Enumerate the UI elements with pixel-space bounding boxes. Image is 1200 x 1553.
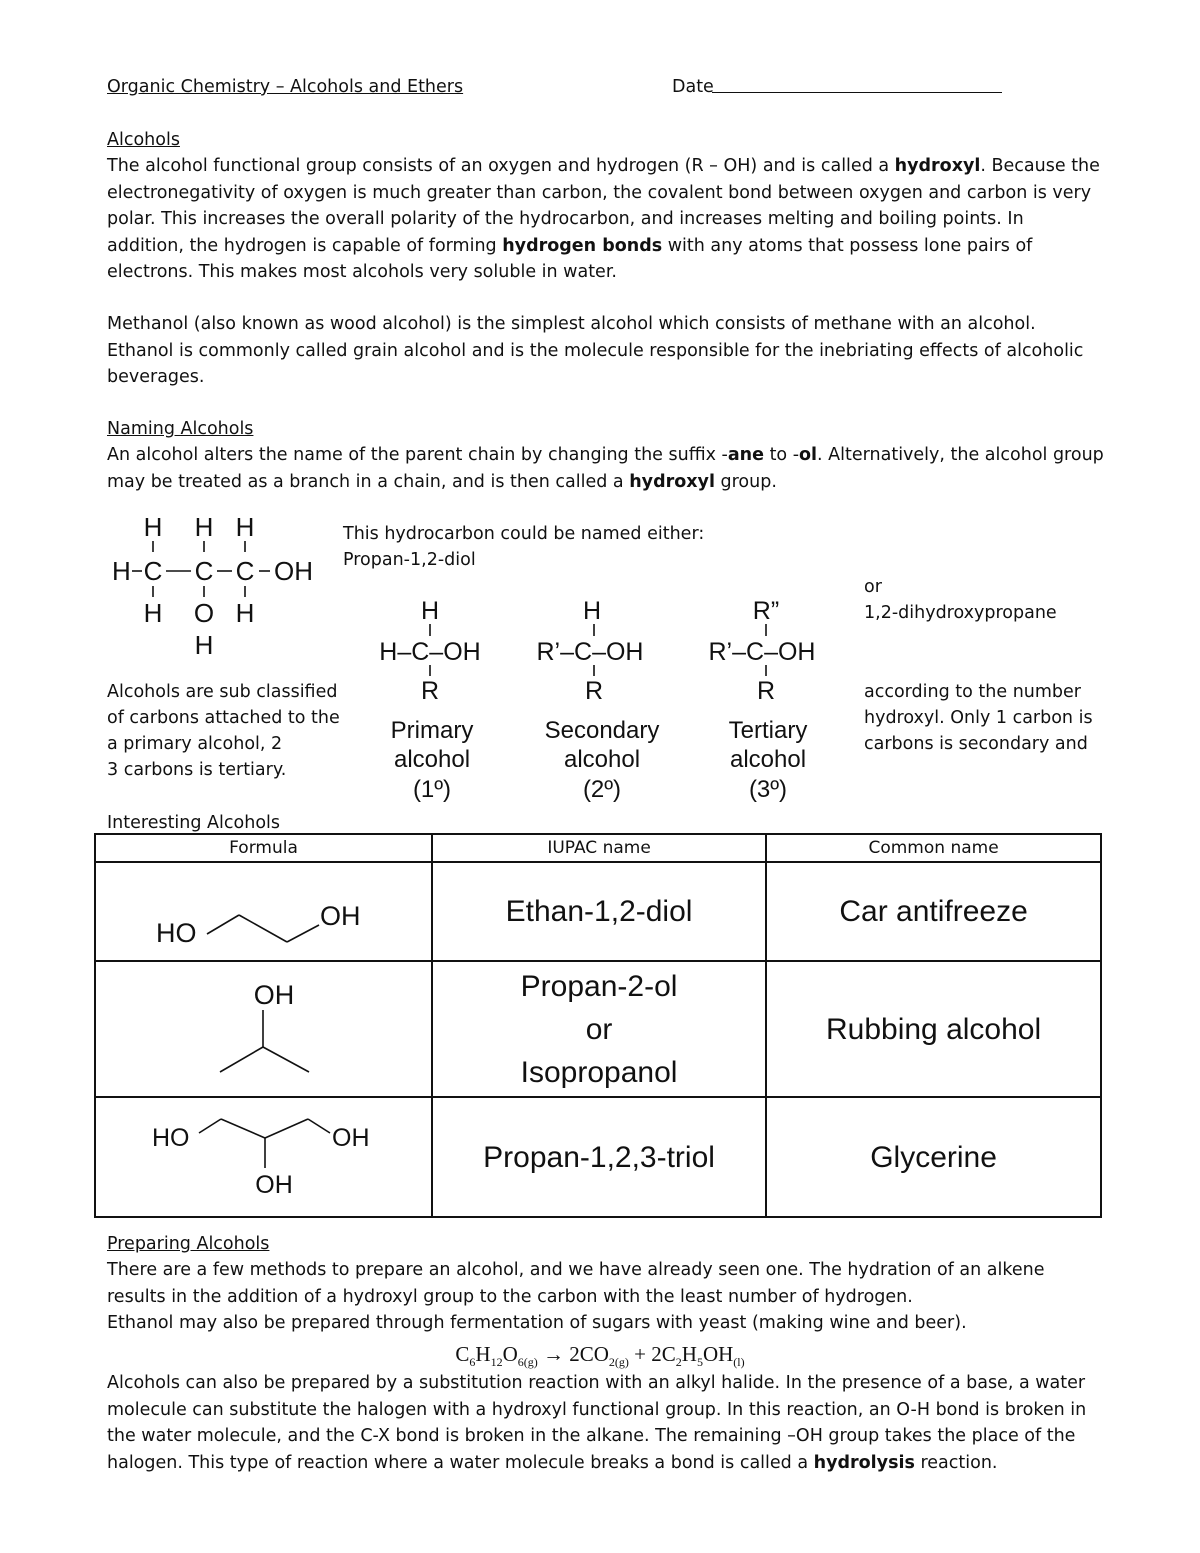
or-text: or [864,577,882,597]
atom-label: C [143,556,163,586]
formula-label: HO [156,918,197,948]
classification-text-right: according to the number [864,682,1082,702]
atom-label: C [235,556,255,586]
classification-text-left: of carbons attached to the [107,708,340,728]
classification-text-left: a primary alcohol, 2 [107,734,283,754]
fermentation-equation: $C_6H_{12}O_{6(g)} \to 2CO_{2(g)} + 2C_2H_5OH_{(l)}$ [455,1342,745,1370]
tertiary-center-group: R’–C–OH [708,638,816,666]
naming-paragraph: An alcohol alters the name of the parent chain by changing the suffix -ane to -ol. Alternatively, the alcohol group may be treated as a branch in a chain, and is then called a hydroxyl group. [107,445,1104,492]
formula-cell [95,862,432,961]
section-heading-preparing: Preparing Alcohols [107,1234,270,1254]
date-blank-line [712,92,1002,93]
common-name: Car antifreeze [839,895,1028,928]
formula-label: OH [255,1171,293,1199]
secondary-degree: (2º) [582,776,622,803]
table-row [95,862,1101,961]
iupac-alt-name: Isopropanol [520,1055,678,1089]
tertiary-bottom-atom: R [756,677,776,705]
atom-label: H [143,598,163,628]
atom-label: OH [274,556,313,586]
primary-bottom-atom: R [420,677,440,705]
named-either-text: This hydrocarbon could be named either: [343,524,705,544]
iupac-name: Propan-2-ol [520,969,678,1003]
alcohols-paragraph-2: Methanol (also known as wood alcohol) is the simplest alcohol which consists of methane with an alcohol. Ethanol is commonly called grain alcohol and is the molecule responsible for the inebriating effects of alcoholic beverages. [107,314,1084,387]
atom-label: H [112,556,131,586]
atom-label: H [143,512,163,542]
tertiary-top-atom: R” [752,597,780,625]
date-label: Date [672,77,714,97]
formula-cell [95,961,432,1097]
formula-label: OH [253,980,295,1010]
preparing-paragraph-1: There are a few methods to prepare an alcohol, and we have already seen one. The hydration of an alkene results in the addition of a hydroxyl group to the carbon with the least number of hydrogen. Ethanol may also be prepared through fermentation of sugars with yeast (making wine and beer). [107,1260,1045,1333]
atom-label: H [235,512,255,542]
table-row [95,961,1101,1097]
preparing-paragraph-2: Alcohols can also be prepared by a substitution reaction with an alkyl halide. In the presence of a base, a water molecule can substitute the halogen with a hydroxyl functional group. In this reaction, an O-H bond is broken in the water molecule, and the C-X bond is broken in the alkane. The remaining –OH group takes the place of the halogen. This type of reaction where a water molecule breaks a bond is called a hydrolysis reaction. [107,1373,1087,1473]
iupac-name-option-2: 1,2-dihydroxypropane [864,603,1057,623]
column-header-common: Common name [766,834,1101,862]
section-heading-naming: Naming Alcohols [107,419,254,439]
interesting-alcohols-table [94,833,1102,1218]
iupac-or: or [585,1012,613,1046]
isopropanol-skeletal-formula [96,962,431,1092]
table-header-row [95,834,1101,862]
iupac-cell [432,961,766,1097]
atom-label: H [194,630,214,660]
primary-label: alcohol [393,746,471,773]
column-header-iupac: IUPAC name [432,834,766,862]
tertiary-degree: (3º) [748,776,788,803]
section-heading-alcohols: Alcohols [107,130,180,150]
common-name-cell [766,961,1101,1097]
formula-label: HO [152,1124,190,1152]
iupac-name-option-1: Propan-1,2-diol [343,550,476,570]
iupac-name: Propan-1,2,3-triol [483,1140,715,1174]
primary-center-group: H–C–OH [379,638,481,666]
atom-label: H [235,598,255,628]
secondary-top-atom: H [582,597,602,625]
section-heading-interesting: Interesting Alcohols [107,813,281,833]
primary-label: Primary [390,717,474,744]
tertiary-label: alcohol [729,746,807,773]
primary-top-atom: H [420,597,440,625]
atom-label: C [194,556,214,586]
classification-text-right: hydroxyl. Only 1 carbon is [864,708,1093,728]
glycerol-skeletal-formula [96,1098,431,1212]
common-name: Rubbing alcohol [825,1012,1042,1046]
formula-label: OH [320,901,361,931]
formula-label: OH [332,1124,370,1152]
table-row [95,1097,1101,1217]
alcohol-classification-figure [370,592,850,807]
secondary-center-group: R’–C–OH [536,638,644,666]
iupac-name: Ethan-1,2-diol [505,895,693,928]
classification-text-left: 3 carbons is tertiary. [107,760,287,780]
alcohols-paragraph-1: The alcohol functional group consists of an oxygen and hydrogen (R – OH) and is called a hydroxyl. Because the electronegativity of oxygen is much greater than carbon, the covalent bond between oxygen and carbon is very polar. This increases the overall polarity of the hydrocarbon, and increases melting and boiling points. In addition, the hydrogen is capable of forming hydrogen bonds with any atoms that possess lone pairs of electrons. This makes most alcohols very soluble in water. [107,156,1100,282]
classification-text-left: Alcohols are sub classified [107,682,338,702]
classification-text-right: carbons is secondary and [864,734,1088,754]
atom-label: H [194,512,214,542]
secondary-label: Secondary [544,717,660,744]
iupac-cell [432,1097,766,1217]
tertiary-label: Tertiary [728,717,808,744]
ethanediol-skeletal-formula [96,863,431,956]
secondary-label: alcohol [563,746,641,773]
atom-label: O [193,598,215,628]
formula-cell [95,1097,432,1217]
common-name: Glycerine [870,1140,997,1174]
propane-diol-structure [108,508,328,663]
secondary-bottom-atom: R [584,677,604,705]
column-header-formula: Formula [95,834,432,862]
common-name-cell [766,862,1101,961]
page-title: Organic Chemistry – Alcohols and Ethers [107,77,464,97]
iupac-cell [432,862,766,961]
common-name-cell [766,1097,1101,1217]
primary-degree: (1º) [412,776,452,803]
